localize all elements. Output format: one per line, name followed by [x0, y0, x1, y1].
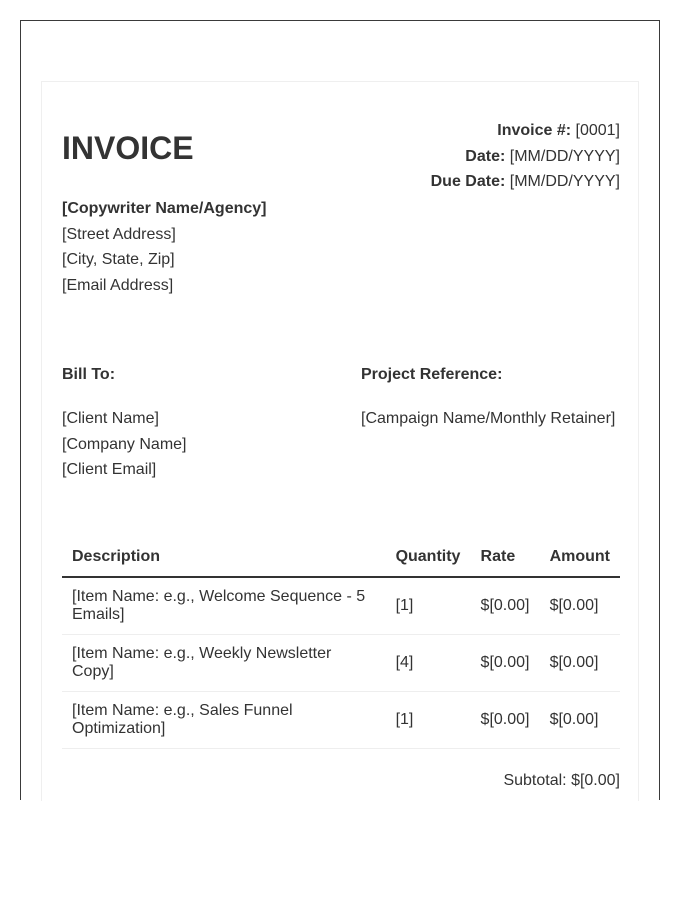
table-row: [62, 692, 620, 749]
invoice-number-value: [0001]: [575, 122, 620, 139]
project-reference-value: [Campaign Name/Monthly Retainer]: [361, 410, 616, 427]
item-rate: $[0.00]: [471, 692, 540, 749]
line-items-table: [62, 538, 620, 749]
table-row: [62, 577, 620, 635]
sender-block: [62, 196, 267, 298]
item-amount: $[0.00]: [540, 692, 620, 749]
invoice-due-date-value: [MM/DD/YYYY]: [509, 173, 620, 190]
invoice-due-date-line: [431, 169, 620, 195]
company-name: [Company Name]: [62, 435, 187, 453]
table-header-row: [62, 538, 620, 577]
bill-to-heading: Bill To:: [62, 366, 116, 383]
invoice-due-date-label: Due Date:: [430, 173, 506, 190]
sender-email: [Email Address]: [62, 276, 174, 294]
client-name: [Client Name]: [62, 410, 159, 427]
header-rate: Rate: [471, 538, 540, 577]
subtotal-value: $[0.00]: [571, 772, 620, 789]
invoice-number-label: Invoice #:: [497, 122, 572, 139]
header-quantity: Quantity: [386, 538, 471, 577]
invoice-meta: [431, 118, 620, 195]
item-amount: $[0.00]: [540, 577, 620, 635]
sender-street: [Street Address]: [62, 225, 176, 243]
item-amount: $[0.00]: [540, 635, 620, 692]
invoice-date-label: Date:: [465, 147, 506, 165]
sender-name: [Copywriter Name/Agency]: [62, 200, 267, 217]
subtotal: [503, 772, 620, 790]
item-description: [Item Name: e.g., Weekly Newsletter Copy]: [62, 635, 386, 692]
header-description: Description: [62, 538, 386, 577]
item-rate: $[0.00]: [471, 635, 540, 692]
invoice-title: INVOICE: [62, 130, 194, 166]
sender-city: [City, State, Zip]: [62, 251, 175, 268]
item-quantity: [1]: [386, 692, 471, 749]
header-amount: Amount: [540, 538, 620, 577]
invoice-date-line: [431, 144, 620, 170]
item-quantity: [4]: [386, 635, 471, 692]
invoice-number-line: [431, 118, 620, 144]
item-quantity: [1]: [386, 577, 471, 635]
item-rate: $[0.00]: [471, 577, 540, 635]
client-email: [Client Email]: [62, 461, 157, 478]
invoice-date-value: [MM/DD/YYYY]: [509, 147, 620, 165]
subtotal-label: Subtotal:: [503, 772, 567, 789]
project-reference-heading: Project Reference:: [361, 366, 503, 383]
item-description: [Item Name: e.g., Welcome Sequence - 5 Emails]: [62, 577, 386, 635]
bill-to-block: [62, 406, 187, 483]
item-description: [Item Name: e.g., Sales Funnel Optimization]: [62, 692, 386, 749]
table-row: [62, 635, 620, 692]
